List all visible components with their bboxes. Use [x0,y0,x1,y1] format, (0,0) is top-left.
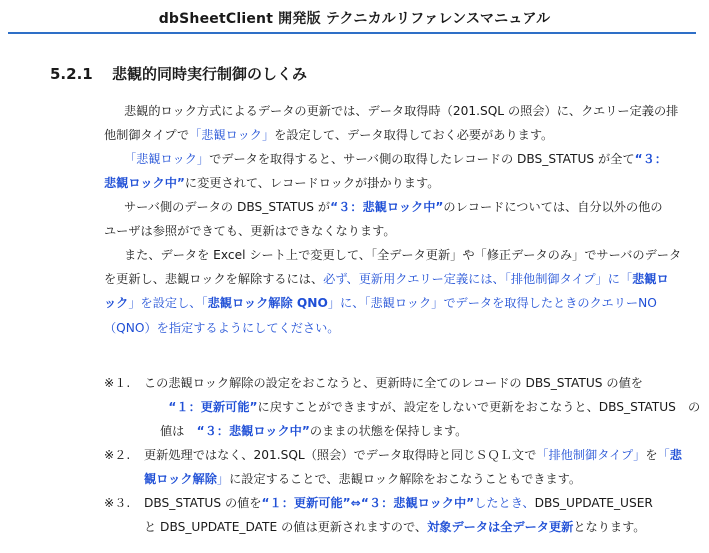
text-run: を更新し、悲観ロックを解除するには、 [104,272,324,287]
emphasis-text: 悲観ロ [632,272,669,287]
section-heading [50,63,307,84]
text-run: DBS_STATUS の値を [144,496,262,510]
highlight-text: 」 [216,472,230,487]
emphasis-text: 悲観ロック中” [104,176,185,191]
text-run: に設定することで、悲観ロック解除をおこなうこともできます。 [229,472,582,487]
text-run: この悲観ロック解除の設定をおこなうと、更新時に全てのレコードの DBS_STATUS の値を [144,376,643,390]
paragraph-line [104,99,684,123]
paragraph-line [104,316,684,340]
highlight-text: 「悲観ロック」 [124,152,210,166]
text-run: でデータを取得すると、サーバ側の取得したレコードの DBS_STATUS が全て [209,152,635,166]
highlight-text: 「排他制御タイプ」 [536,448,646,462]
highlight-text: 「 [657,448,670,462]
text-run: また、データを Excel シート上で変更して、「全データ更新」や「修正データのみ」でサーバのデータ [124,248,682,262]
emphasis-text: 悲観ロック解除 QNO [207,296,328,311]
note-item [144,371,709,444]
header-rule [8,32,696,34]
text-run: 悲観的ロック方式によるデータの更新では、データ取得時（201.SQL の照会）に、クエリー定義の排 [124,104,679,118]
emphasis-text: 悲 [669,448,682,462]
note-line [144,371,709,395]
note-line [144,419,709,443]
text-run: のレコードについては、自分以外の他の [443,200,663,214]
text-run: 他制御タイプで [104,128,190,143]
text-run: に戻すことができますが、設定をしないで更新をおこなうと、DBS_STATUS の [257,400,701,415]
text-run: となります。 [573,520,646,535]
note-line [144,467,709,491]
highlight-text: 「悲観ロック」 [189,128,275,143]
paragraph [104,243,684,340]
paragraph [104,195,684,243]
emphasis-text: ック [104,296,129,311]
paragraph-line [104,147,684,171]
note-marker: ※３. [104,496,131,510]
paragraph [104,99,684,147]
text-run: と DBS_UPDATE_DATE の値は更新されますので、 [144,520,428,535]
text-run: サーバ側のデータの DBS_STATUS が [124,200,331,214]
emphasis-text: “１：更新可能” [168,400,258,415]
note-item [144,491,709,539]
text-run: を [645,448,658,462]
text-run: を設定して、データ取得しておく必要があります。 [274,128,554,143]
text-run: DBS_UPDATE_USER [534,496,653,510]
emphasis-text: 観ロック解除 [144,472,217,487]
emphasis-text: “３：悲観ロック中” [330,200,444,214]
text-run: 更新処理ではなく、201.SQL（照会）でデータ取得時と同じＳＱＬ文で [144,448,537,462]
paragraph-line [104,123,684,147]
text-run: ユーザは参照ができても、更新はできなくなります。 [104,224,396,239]
note-item [144,443,709,491]
highlight-text: したとき、 [474,496,535,510]
highlight-text: 必ず、更新用クエリー定義には、「排他制御タイプ」に「 [323,272,633,287]
emphasis-text: “３：悲観ロック中” [196,424,310,439]
text-run [144,400,168,414]
note-line [144,515,709,539]
paragraph-line [104,171,684,195]
note-line [144,395,709,419]
highlight-text: （QNO）を指定するようにしてください。 [104,320,340,335]
highlight-text: 」を設定し、「 [128,296,208,311]
text-run: 値は [160,424,197,439]
emphasis-text: 対象データは全データ更新 [427,520,574,535]
emphasis-text: “３： [634,152,667,166]
section-title: 悲観的同時実行制御のしくみ [112,65,308,83]
paragraph-line [104,195,684,219]
paragraph-line [104,243,684,267]
document-header: dbSheetClient 開発版 テクニカルリファレンスマニュアル [158,11,551,27]
paragraph [104,147,684,195]
note-line [144,491,709,515]
emphasis-text: “１：更新可能”⇔“３：悲観ロック中” [261,496,475,510]
paragraph-line [104,267,684,291]
note-line [144,443,709,467]
paragraph-line [104,219,684,243]
text-run: のままの状態を保持します。 [309,424,468,439]
note-marker: ※１. [104,376,131,390]
text-run: に変更されて、レコードロックが掛かります。 [184,176,440,191]
paragraph-line [104,291,684,315]
highlight-text: 」に、「悲観ロック」でデータを取得したときのクエリーNO [327,296,657,311]
note-marker: ※２. [104,448,131,462]
section-number: 5.2.1 [50,65,93,83]
